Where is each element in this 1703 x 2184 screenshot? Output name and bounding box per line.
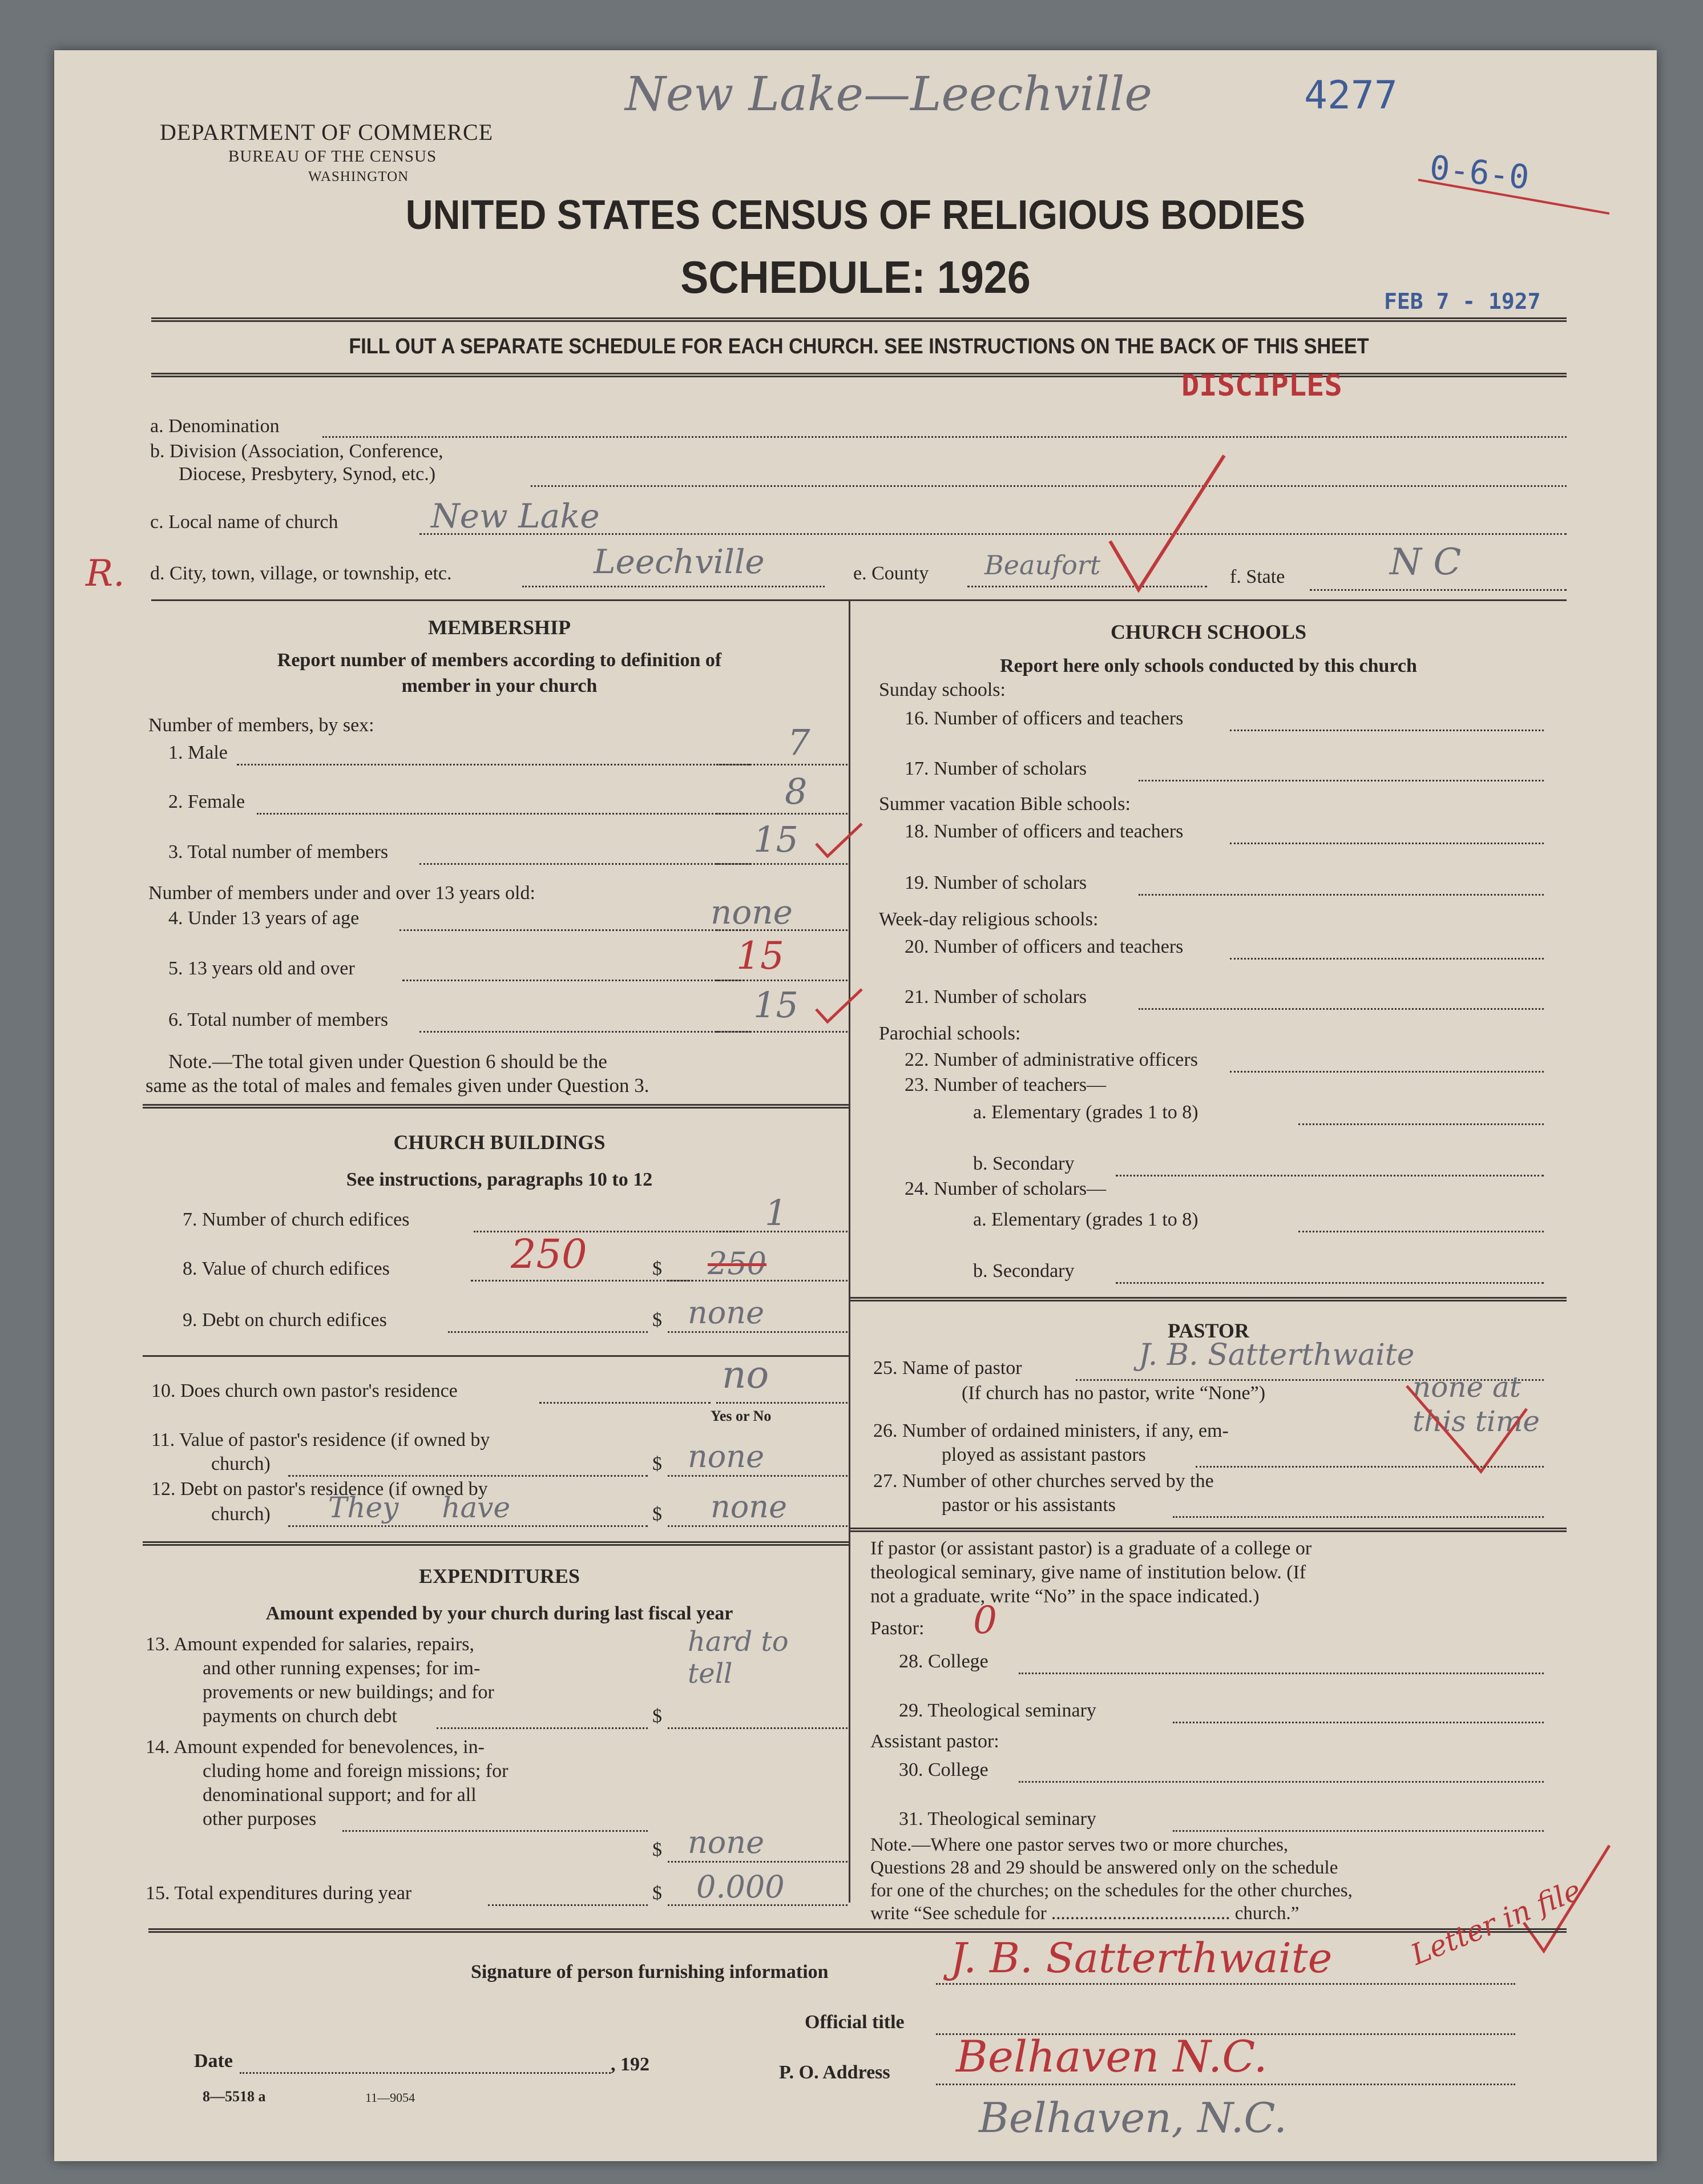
q23b-line[interactable] [1116,1175,1544,1176]
q9-dollar: $ [652,1309,662,1331]
q11-value: none [688,1438,765,1474]
graduate-instructions-1: If pastor (or assistant pastor) is a graduate of a college or [870,1538,1312,1559]
q18-label: 18. Number of officers and teachers [905,821,1184,842]
date-year: , 192 [611,2054,649,2075]
q13-label-3: provements or new buildings; and for [203,1682,494,1703]
expenditures-heading: EXPENDITURES [418,1565,580,1587]
q13-note: hard to tell [688,1626,789,1690]
rule [151,373,1567,377]
q25-label: 25. Name of pastor [873,1357,1022,1379]
buildings-subheading: See instructions, paragraphs 10 to 12 [346,1169,653,1190]
po-address-line[interactable] [936,2084,1515,2085]
po-address-value: Belhaven N.C. [956,2031,1268,2082]
weekday-schools-label: Week-day religious schools: [879,909,1099,930]
q17-label: 17. Number of scholars [905,758,1087,779]
q12-answer-line[interactable] [668,1525,848,1527]
q10-label: 10. Does church own pastor's residence [151,1380,458,1401]
margin-mark: R. [86,553,125,595]
q9-value: none [688,1295,765,1331]
signature-line[interactable] [936,1983,1515,1985]
q19-line[interactable] [1139,894,1544,896]
q27-label-2: pastor or his assistants [942,1494,1116,1516]
q7-answer-line[interactable] [716,1231,848,1232]
census-schedule-sheet [54,50,1657,2161]
red-check-icon [1104,450,1230,598]
q8-label: 8. Value of church edifices [183,1258,390,1279]
instructions-banner: FILL OUT A SEPARATE SCHEDULE FOR EACH CHURCH. SEE INSTRUCTIONS ON THE BACK OF THIS SHEET [349,335,1369,358]
q25-value: J. B. Satterthwaite [1139,1338,1415,1372]
q14-label: 14. Amount expended for benevolences, in- [146,1736,485,1758]
q13-answer-line[interactable] [668,1727,848,1729]
bureau-name: BUREAU OF THE CENSUS [228,147,437,166]
q5-label: 5. 13 years old and over [168,958,355,979]
members-by-age-label: Number of members under and over 13 years old: [148,883,535,904]
q24b-line[interactable] [1116,1282,1544,1284]
q31-line[interactable] [1173,1830,1544,1832]
summer-schools-label: Summer vacation Bible schools: [879,793,1131,815]
q13-label: 13. Amount expended for salaries, repairs, [146,1634,474,1655]
q14-label-3: denominational support; and for all [203,1784,477,1806]
stamp-date: FEB 7 - 1927 [1384,289,1541,314]
division-label-2: Diocese, Presbytery, Synod, etc.) [179,464,436,485]
q15-line [488,1904,648,1906]
q2-value: 8 [785,771,808,812]
q30-line[interactable] [1019,1781,1544,1783]
stamp-number: 4277 [1304,73,1398,118]
q14-label-2: cluding home and foreign missions; for [203,1760,509,1782]
membership-note-1: Note.—The total given under Question 6 should be the [168,1050,607,1073]
q7-value: 1 [765,1192,788,1234]
q11-line [288,1475,648,1477]
city-line[interactable] [522,586,825,587]
q14-dollar: $ [652,1839,662,1860]
pastor-note-4: write “See schedule for ...................................... church.” [870,1903,1300,1924]
q16-label: 16. Number of officers and teachers [905,708,1184,729]
q12-dollar: $ [652,1504,662,1525]
city-value: Leechville [594,542,765,581]
q22-line[interactable] [1230,1071,1544,1073]
stamp-code: 0-6-0 [1427,148,1531,197]
pastor-note-3: for one of the churches; on the schedules for the other churches, [870,1880,1353,1901]
belhaven-pencil-note: Belhaven, N.C. [979,2094,1287,2142]
rule [850,1297,1567,1301]
official-title-label: Official title [805,2012,905,2033]
q8-red-value: 250 [511,1231,587,1278]
q27-label: 27. Number of other churches served by the [873,1470,1214,1492]
q3-line [419,863,750,865]
q26-value: none at this time [1413,1371,1540,1438]
members-by-sex-label: Number of members, by sex: [148,715,374,736]
pastor-grad-value: 0 [973,1598,997,1642]
form-title: UNITED STATES CENSUS OF RELIGIOUS BODIES [405,192,1306,238]
q10-line [539,1402,711,1404]
q1-line [237,764,750,765]
q15-dollar: $ [652,1883,662,1904]
q4-label: 4. Under 13 years of age [168,908,360,929]
q19-label: 19. Number of scholars [905,872,1087,893]
q10-answer-line[interactable] [716,1402,848,1404]
q6-answer-line[interactable] [716,1031,848,1033]
q12-note: They have [328,1491,511,1524]
county-label: e. County [853,563,929,584]
q21-line[interactable] [1139,1008,1544,1010]
q26-line[interactable] [1196,1466,1544,1468]
q6-line [419,1031,750,1033]
q7-label: 7. Number of church edifices [183,1209,410,1230]
denomination-label: a. Denomination [150,416,280,437]
q11-dollar: $ [652,1453,662,1474]
q15-value: 0.000 [696,1869,785,1905]
local-name-line[interactable] [419,533,1567,535]
letter-note: Letter in file [1406,1873,1586,1972]
state-label: f. State [1230,566,1285,587]
q29-line[interactable] [1173,1722,1544,1723]
q26-label: 26. Number of ordained ministers, if any, em- [873,1420,1229,1441]
pastor-note-1: Note.—Where one pastor serves two or more churches, [870,1835,1289,1855]
q12-value: none [711,1489,788,1525]
rule [151,317,1567,322]
q4-answer-line[interactable] [716,929,848,931]
q8-answer-line[interactable] [668,1280,848,1282]
q20-label: 20. Number of officers and teachers [905,936,1184,957]
q14-line [342,1830,648,1832]
q24a-label: a. Elementary (grades 1 to 8) [973,1209,1198,1230]
q8-value: 250 [708,1246,767,1282]
bureau-city: WASHINGTON [308,169,409,184]
division-line[interactable] [531,485,1567,487]
red-check-icon [813,986,865,1026]
department-name: DEPARTMENT OF COMMERCE [160,119,494,145]
state-value: N C [1390,541,1462,583]
rule [143,1541,849,1546]
q11-label-2: church) [211,1453,271,1474]
q3-answer-line[interactable] [716,863,848,865]
pastor-heading: PASTOR [1168,1319,1249,1342]
q1-label: 1. Male [168,742,228,763]
schools-intro: Report here only schools conducted by this church [1000,655,1417,676]
q11-label: 11. Value of pastor's residence (if owned by [151,1429,490,1450]
date-label: Date [194,2050,233,2072]
schedule-title: SCHEDULE: 1926 [680,252,1031,303]
expenditures-subheading: Amount expended by your church during last fiscal year [265,1603,733,1624]
q9-answer-line[interactable] [668,1331,848,1333]
assistant-grad-label: Assistant pastor: [870,1731,999,1752]
top-handwriting: New Lake—Leechville [625,67,1152,122]
q15-answer-line[interactable] [668,1904,848,1906]
q24a-line[interactable] [1298,1231,1544,1232]
rule [850,1528,1567,1532]
q22-label: 22. Number of administrative officers [905,1049,1198,1070]
q28-label: 28. College [899,1651,988,1672]
local-name-value: New Lake [431,497,600,535]
q11-answer-line[interactable] [668,1475,848,1477]
q5-value: 15 [736,934,784,978]
q30-label: 30. College [899,1759,988,1780]
q24-label: 24. Number of scholars— [905,1178,1107,1199]
q23b-label: b. Secondary [973,1153,1075,1174]
state-line[interactable] [1310,589,1567,591]
column-divider [849,601,850,1903]
city-label: d. City, town, village, or township, etc. [150,563,452,584]
q14-label-4: other purposes [203,1808,317,1830]
q20-line[interactable] [1230,958,1544,960]
graduate-instructions-2: theological seminary, give name of institution below. (If [870,1562,1306,1583]
denomination-stamp: DISCIPLES [1181,369,1342,403]
q15-label: 15. Total expenditures during year [146,1883,412,1904]
q9-line [448,1331,648,1333]
q27-line[interactable] [1173,1516,1544,1518]
sunday-schools-label: Sunday schools: [879,679,1006,700]
signature-label: Signature of person furnishing information [471,1961,829,1982]
q12-line [288,1525,648,1527]
q4-line [399,929,748,931]
q13-dollar: $ [652,1706,662,1727]
q3-value: 15 [753,819,798,860]
q4-value: none [711,893,793,932]
membership-heading: MEMBERSHIP [427,616,571,639]
q16-line[interactable] [1230,730,1544,731]
schools-heading: CHURCH SCHOOLS [1110,620,1307,643]
q28-line[interactable] [1019,1673,1544,1674]
buildings-heading: CHURCH BUILDINGS [393,1131,606,1154]
q5-line [402,980,745,981]
q10-value: no [722,1353,769,1397]
graduate-instructions-3: not a graduate, write “No” in the space indicated.) [870,1586,1260,1607]
yes-no-hint: Yes or No [711,1408,772,1424]
q21-label: 21. Number of scholars [905,986,1087,1008]
parochial-schools-label: Parochial schools: [879,1023,1021,1044]
q14-answer-line[interactable] [668,1861,848,1863]
q1-answer-line[interactable] [716,764,848,765]
q14-value: none [688,1824,765,1860]
print-number: 11—9054 [365,2090,415,2105]
q2-line [257,813,748,815]
pastor-note-2: Questions 28 and 29 should be answered only on the schedule [870,1857,1338,1878]
pastor-grad-label: Pastor: [870,1618,925,1639]
division-label: b. Division (Association, Conference, [150,441,443,462]
q9-label: 9. Debt on church edifices [183,1309,387,1331]
q5-answer-line[interactable] [716,980,848,981]
date-line[interactable] [240,2072,611,2074]
q24b-label: b. Secondary [973,1260,1075,1282]
q2-label: 2. Female [168,791,245,812]
q23a-label: a. Elementary (grades 1 to 8) [973,1102,1198,1123]
membership-note-2: same as the total of males and females given under Question 3. [146,1074,649,1097]
q29-label: 29. Theological seminary [899,1700,1096,1721]
q13-label-2: and other running expenses; for im- [203,1658,481,1679]
form-number: 8—5518 a [203,2088,266,2105]
q8-line [471,1280,693,1282]
red-check-icon [813,821,865,861]
denomination-line[interactable] [322,436,1567,438]
q25-note: (If church has no pastor, write “None”) [962,1383,1266,1404]
q8-dollar: $ [652,1258,662,1279]
rule [148,1928,1567,1933]
q13-label-4: payments on church debt [203,1706,397,1727]
q18-line[interactable] [1230,843,1544,844]
q23a-line[interactable] [1298,1123,1544,1125]
membership-intro-2: member in your church [401,675,598,696]
po-address-label: P. O. Address [779,2062,890,2083]
rule [151,599,1567,601]
q13-line [437,1727,648,1729]
local-name-label: c. Local name of church [150,511,338,533]
q26-label-2: ployed as assistant pastors [942,1444,1146,1465]
q12-label: 12. Debt on pastor's residence (if owned by [151,1478,488,1500]
county-value: Beaufort [984,550,1101,581]
q6-label: 6. Total number of members [168,1009,389,1030]
q23-label: 23. Number of teachers— [905,1074,1107,1095]
q3-label: 3. Total number of members [168,841,389,863]
q6-value: 15 [753,984,798,1026]
signature-value: J. B. Satterthwaite [950,1934,1333,1982]
q31-label: 31. Theological seminary [899,1808,1096,1830]
membership-intro-1: Report number of members according to definition of [277,650,722,671]
q1-value: 7 [788,722,810,763]
q17-line[interactable] [1139,780,1544,781]
q12-label-2: church) [211,1504,271,1525]
rule [143,1104,849,1109]
q2-answer-line[interactable] [716,813,848,815]
